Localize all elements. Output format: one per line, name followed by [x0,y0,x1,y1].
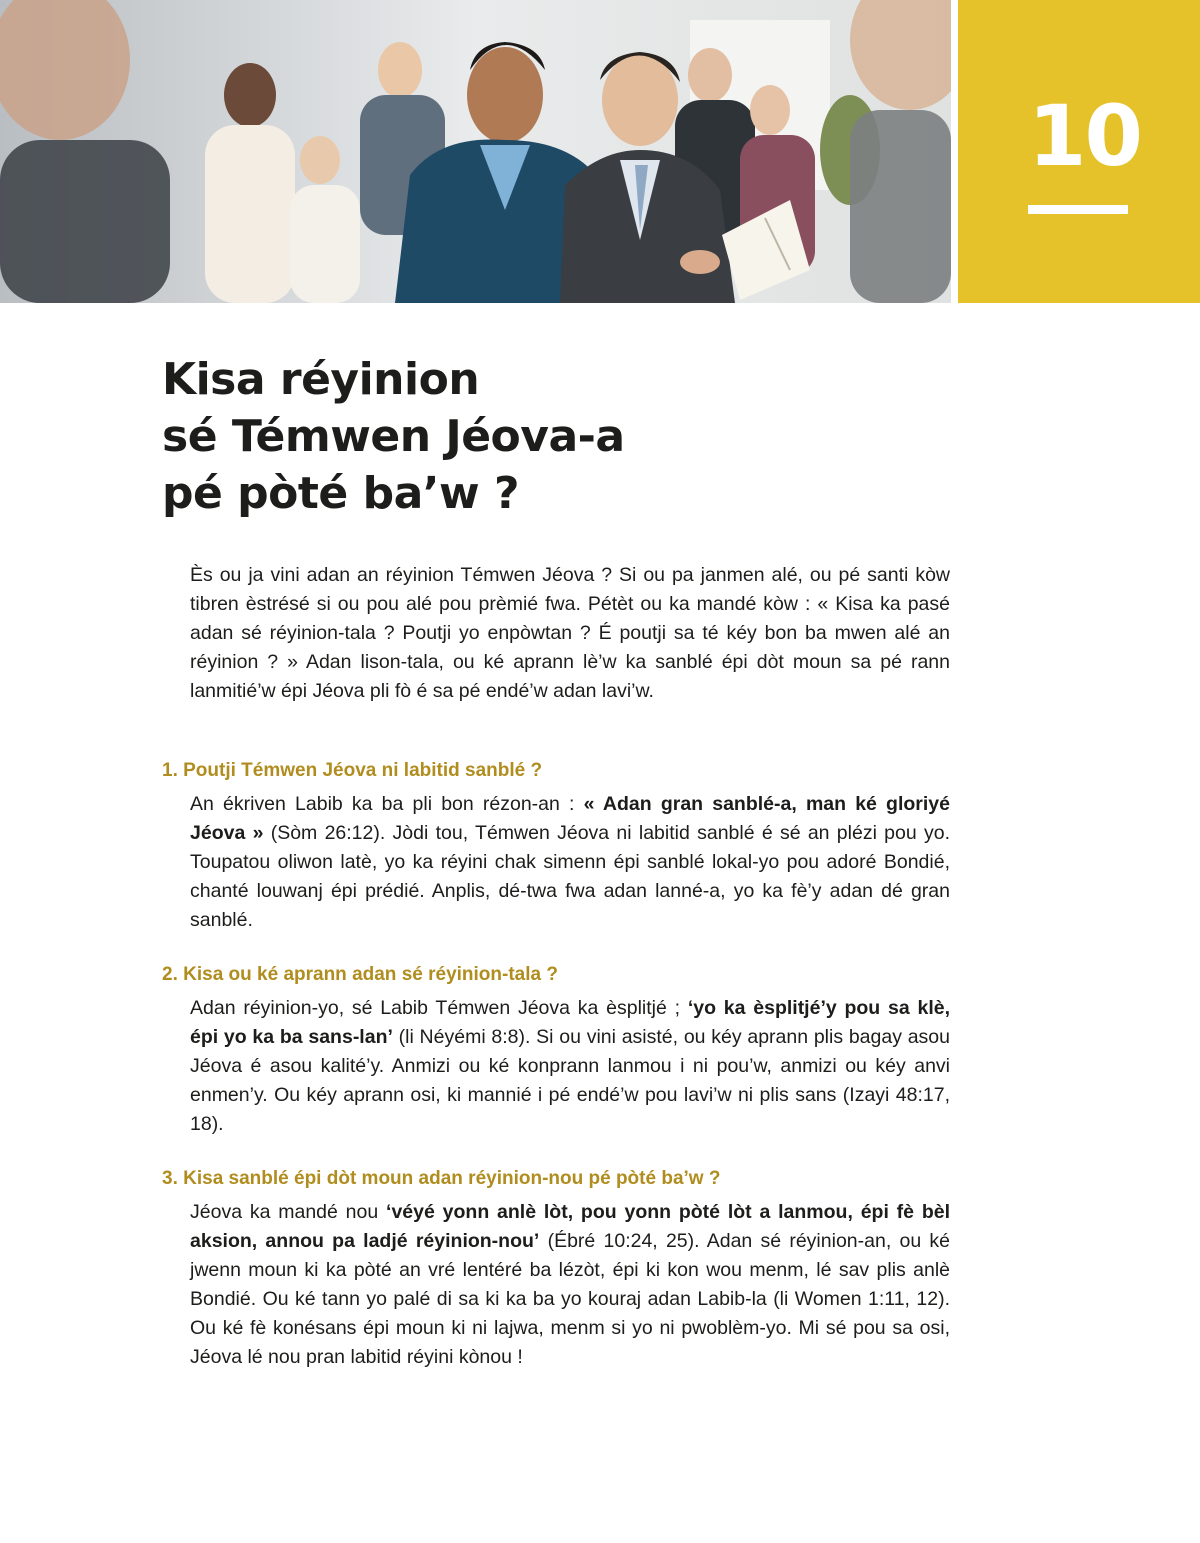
section-1-quote: « Adan gran sanblé-a, man ké gloriyé Jéova » [190,793,950,844]
section-1-text-b: (Sòm 26:12). Jòdi tou, Témwen Jéova ni labitid sanblé é sé an plézi pou yo. Toupatou oliwon latè, yo ka réyini chak simenn épi sanblé lokal-yo pou adoré Bondié, chanté louwanj épi prédié. Anplis, dé-twa fwa adan lanné-a, yo ka fè’y adan dé gran sanblé. [190,822,950,931]
section-3-heading: 3. Kisa sanblé épi dòt moun adan réyinion-nou pé pòté ba’w ? [162,1168,721,1189]
section-2-text-b: (li Néyémi 8:8). Si ou vini asisté, ou kéy aprann plis bagay asou Jéova é asou kalité’y. Anmizi ou ké konprann lanmou i ni pou’w, anmizi ou kéy anvi enmen’y. Ou kéy aprann osi, ki mannié i pé endé’w pou lavi’w ni plis sans (Izayi 48:17, 18). [190,1026,950,1135]
title-line-2: sé Témwen Jéova-a [162,411,625,462]
section-3-text-b: (Ébré 10:24, 25). Adan sé réyinion-an, ou ké jwenn moun ki ka pòté an vré lentéré ba lézòt, épi ki kon wou menm, lé sav plis anlè Bondié. Ou ké tann yo palé di sa ki ka ba yo kouraj adan Labib-la (li Women 1:11, 12). Ou ké fè konésans épi moun ki ni lajwa, menm si yo ni pwoblèm-yo. Mi sé pou sa osi, Jéova lé nou pran labitid réyini kònou ! [190,1230,951,1368]
title-line-1: Kisa réyinion [162,354,480,405]
section-3 [162,1166,952,1372]
section-1-text-a: An ékriven Labib ka ba pli bon rézon-an : [190,793,584,815]
lesson-number: 10 [1028,87,1141,185]
section-1-heading: 1. Poutji Témwen Jéova ni labitid sanblé ? [162,760,543,781]
title-line-3: pé pòté ba’w ? [162,468,519,519]
section-2-quote: ‘yo ka èsplitjé’y pou sa klè, épi yo ka ba sans-lan’ [190,997,950,1048]
intro-paragraph: Ès ou ja vini adan an réyinion Témwen Jéova ? Si ou pa janmen alé, ou pé santi kòw tibren èstrésé si ou pou alé pou prèmié fwa. Pétèt ou ka mandé kòw : « Kisa ka pasé adan sé réyinion-tala ? Poutji yo enpòwtan ? É poutji sa té kéy bon ba mwen alé an réyinion ? » Adan lison-tala, ou ké aprann lè’w ka sanblé épi dòt moun sa pé rann lanmitié’w épi Jéova pli fò é sa pé endé’w adan lavi’w. [190,564,950,702]
page-title [162,351,882,522]
section-3-quote: ‘véyé yonn anlè lòt, pou yonn pòté lòt a lanmou, épi fè bèl aksion, annou pa ladjé réyinion-nou’ [190,1201,951,1252]
lesson-number-tab [958,0,1200,303]
section-2-paragraph [190,994,950,1139]
section-3-paragraph [190,1198,950,1372]
header-photo [0,0,951,303]
lesson-number-underline [1028,205,1128,214]
section-2-text-a: Adan réyinion-yo, sé Labib Témwen Jéova ka èsplitjé ; [190,997,688,1019]
section-1 [162,758,952,935]
section-2-heading: 2. Kisa ou ké aprann adan sé réyinion-tala ? [162,964,558,985]
section-3-text-a: Jéova ka mandé nou [190,1201,387,1223]
section-2 [162,962,952,1139]
section-1-paragraph [190,790,950,935]
congregation-meeting-illustration [0,0,951,303]
